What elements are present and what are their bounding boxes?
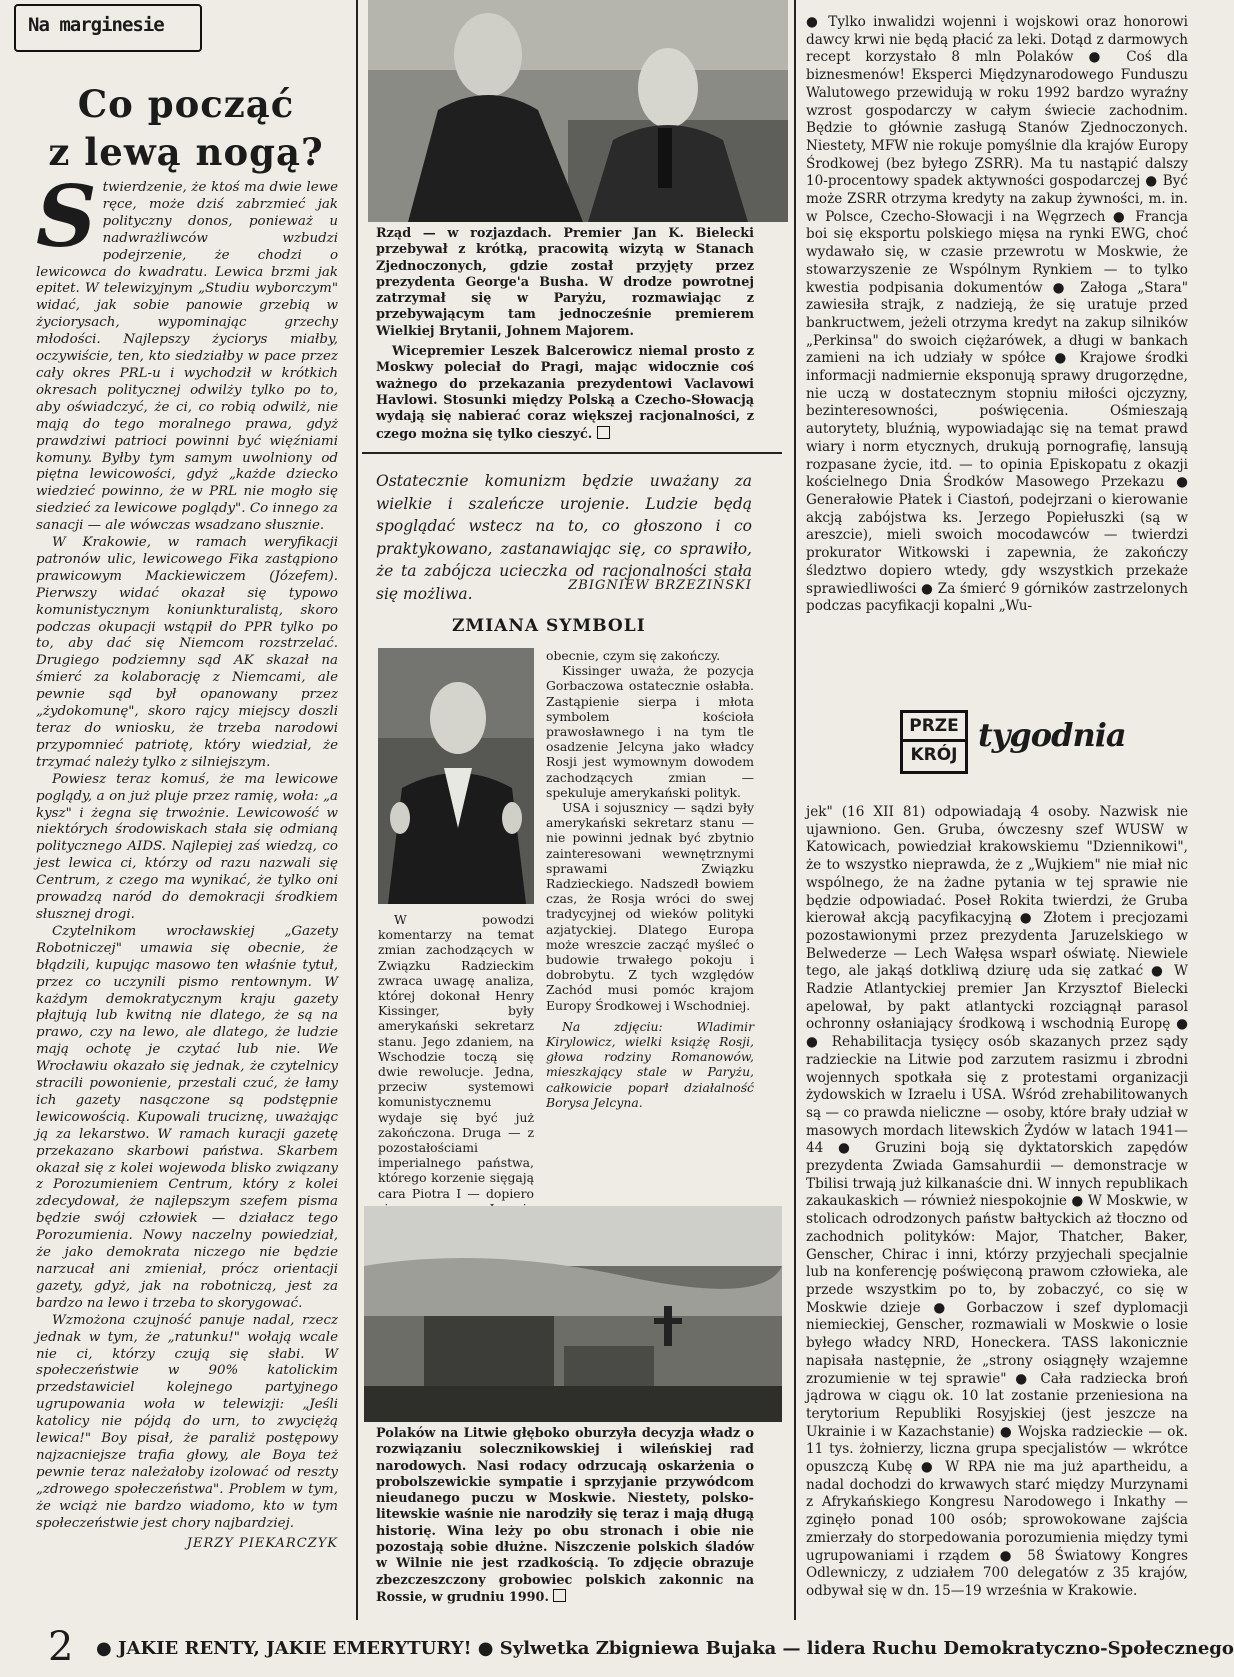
photo-caption-kirylowicz: Na zdjęciu: Wladimir Kirylowicz, wielki książę Rosji, głowa rodziny Romanowów, mieszkający stale w Paryżu, całkowicie poparł działalność Borysa Jelcyna. <box>546 1018 754 1110</box>
zmiana-symboli-title: ZMIANA SYMBOLI <box>452 616 646 636</box>
end-square-icon <box>597 426 610 439</box>
przekroj-tygodnia-logo <box>900 710 1170 770</box>
rule-above-quote <box>362 452 782 454</box>
headline-line-2: z lewą nogą? <box>48 130 324 174</box>
photo-desecrated-tomb <box>364 1206 782 1422</box>
litwa-caption-block <box>376 1426 754 1624</box>
symboli-right-text <box>546 648 754 1196</box>
footer-teasers: ● JAKIE RENTY, JAKIE EMERYTURY! ● Sylwetka Zbigniewa Bujaka — lidera Ruchu Demokratyczno-Społecznego <box>96 1638 1234 1659</box>
article-paragraph-5: Wzmożona czujność panuje nadal, rzecz jednak w tym, że „ratunku!" wołają wcale nie ci, którzy czują się słabi. W społeczeństwie w 90% katolickim przedstawiciel kolejnego partyjnego ugrupowania woła w telewizji: „Jeśli katolicy nie pójdą do urn, to zwyciężą lewica!" Boy pisał, że paraliż postępowy najzacniejsze trafia głowy, ale Boya też pewnie teraz należałoby izolować od reszty „zdrowego społeczeństwa". Problem w tym, że wciąż nie bardzo wiadomo, kto w tym społeczeństwie jest chory najbardziej. <box>36 1312 338 1531</box>
caption-government: Rząd — w rozjazdach. Premier Jan K. Bielecki przebywał z krótką, pracowitą wizytą w Stanach Zjednoczonych, gdzie został przyjęty przez prezydenta George'a Busha. W drodze powrotnej zatrzymał się w Paryżu, rozmawiając z przebywającym tam jednocześnie premierem Wielkiej Brytanii, Johnem Majorem. <box>376 226 754 339</box>
symboli-right-paragraph-3: USA i sojusznicy — sądzi były amerykański sekretarz stanu — nie powinni jednak być zbytnio zainteresowani wewnętrznymi sprawami Związku Radzieckiego. Nadszedł bowiem czas, że Rosja wróci do swej tradycyjnej od wieków polityki azjatyckiej. Dlatego Europa może wreszcie zacząć myśleć o budowie trwałego pokoju i dobrobytu. Z tych względów Zachód musi pomóc krajom Europy Środkowej i Wschodniej. <box>546 800 754 1013</box>
article-headline <box>36 80 336 176</box>
article-paragraph-3: Powiesz teraz komuś, że ma lewicowe poglądy, a on już pluje przez ramię, woła: „a kysz" i żegna się trwożnie. Lewicowość w niektórych środowiskach stała się odmianą politycznego AIDS. Najlepiej zaś wiedzą, co jest lewica ci, którzy od razu nazwali się Centrum, z czego ma wynikać, że tylko oni prowadzą naród do demokracji środkiem słusznej drogi. <box>36 771 338 922</box>
left-article-body <box>36 167 338 1625</box>
brzezinski-quote: Ostatecznie komunizm będzie uważany za wielkie i szaleńcze urojenie. Ludzie będą spoglądać wstecz na to, co głoszono i co praktykowano, zastanawiając się, co sprawiło, że ta zabójcza ucieczka od racjonalności stała się możliwa. <box>376 472 752 603</box>
right-column-top-text <box>806 14 1188 706</box>
right-column-bottom-text <box>806 804 1188 1624</box>
przekroj-logo-box <box>900 710 968 774</box>
logo-box-top: PRZE <box>903 713 965 742</box>
quote-author: ZBIGNIEW BRZEZIŃSKI <box>568 578 752 593</box>
section-tag-label: Na marginesie <box>28 14 164 36</box>
section-tag <box>14 4 202 52</box>
symboli-left-text <box>378 912 534 1201</box>
article-paragraph-2: W Krakowie, w ramach weryfikacji patronów ulic, lewicowego Fika zastąpiono prawicowym Mackiewiczem (Józefem). Pierwszy widać okazał się typowo komunistycznym koniunkturalistą, skoro podczas okupacji wstąpił do PPR tylko po to, aby dać się Niemcom rozstrzelać. Drugiego podziemny sąd AK skazał na śmierć za kolaborację z Niemcami, ale pewnie sąd był opanowany przez „żydokomunę", skoro rajcy miejscy doszli teraz do wniosku, że trzeba narodowi przypomnieć patriotę, który wiedział, że trzymać należy tylko z silniejszym. <box>36 535 338 770</box>
article-paragraph-1: Stwierdzenie, że ktoś ma dwie lewe ręce, może dziś zabrzmieć jak polityczny donos, ponieważ u nadwrażliwców wzbudzi podejrzenie, że chodzi o lewicowca do kwadratu. Lewica brzmi jak epitet. W telewizyjnym „Studiu wyborczym" widać, jak sobie panowie grzebią w życiorysach, wypominając grzechy młodości. Najlepszy życiorys miałby, oczywiście, ten, kto siedziałby w pace przez cały okres PRL-u i wychodził w krótkich okresach politycznej odwilży tylko po to, aby oświadczyć, że ci, co robią odwilż, nie mają do tego moralnego prawa, gdyż prawdziwi patrioci powinni być więźniami komuny. Byłby tym samym uwolniony od piętna lewicowości, gdyż „każde dziecko wiedzieć powinno, że w PRL nie mogło się siedzieć za lewicowe poglądy". Co innego za sanacji — ale wówczas wsadzano słusznie. <box>36 167 338 534</box>
symboli-left-paragraph: W powodzi komentarzy na temat zmian zachodzących w Związku Radzieckim zwraca uwagę analiza, której dokonał Henry Kissinger, były amerykański sekretarz stanu. Jego zdaniem, na Wschodzie toczą się dwie rewolucje. Jedna, przeciw systemowi komunistycznemu wydaje się być już zakończona. Druga — z pozostałościami imperialnego państwa, którego korzenie sięgają cara Piotra I — dopiero <box>378 912 534 1201</box>
drop-cap: S <box>36 167 97 266</box>
caption-polacy-na-litwie: Polaków na Litwie głęboko oburzyła decyzja władz o rozwiązaniu solecznikowskiej i wileńskiej rad narodowych. Nasi rodacy odrzucają oskarżenia o probolszewickie sympatie i sprzyjanie przywódcom nieudanego puczu w Moskwie. Niestety, polsko-litewskie waśnie nie narodziły się teraz i mają długą historię. Wina leży po obu stronach i obie nie pozostają sobie dłużne. Niszczenie polskich śladów w Wilnie nie jest rzadkością. To zdjęcie obrazuje zbezczeszczony grobowiec polskich zakonnic na Rossie, w grudniu 1990. <box>376 1426 754 1605</box>
symboli-right-paragraph-1: obecnie, czym się zakończy. <box>546 648 721 663</box>
page-footer <box>0 1624 1234 1670</box>
news-briefs-bottom: jek" (16 XII 81) odpowiadają 4 osoby. Nazwisk nie ujawniono. Gen. Gruba, ówczesny szef WUSW w Katowicach, powiedział krakowskiemu "Dziennikowi", że to wszystko nieprawda, że z „Wujkiem" nie miał nic wspólnego, że na żadne pytania w tej sprawie nie będzie odpowiadać. Poseł Rokita twierdzi, że Gruba kierował akcją pacyfikacyjną ● Złotem i precjozami pozostawionymi przez prezydenta Jaruzelskiego w Belwederze — Lech Wałęsa wsparł oświatę. Niewiele tego, ale jakąś dotkliwą dziurę uda się zatkać ● W Radzie Atlantyckiej premier Jan Krzysztof Bielecki apelował, by pakt atlantycki rozciągnął parasol ochronny osłaniający środkową i wschodnią Europę ● ● Rehabilitacja tysięcy osób skazanych przez sądy radzieckie na Litwie pod zarzutem rasizmu i zbrodni wojennych spotkała się z protestami organizacji żydowskich w Izraelu i USA. Wśród zrehabilitowanych są — co prawda nieliczne — osoby, które brały udział w masowych mordach litewskich Żydów w latach 1941—44 ● Gruzini boją się dyktatorskich zapędów prezydenta Zwiada Gamsahurdii — demonstracje w Tbilisi trwają już kilkanaście dni. W innych republikach zakaukaskich — również niespokojnie ● W Moskwie, w stolicach odrodzonych państw bałtyckich aż tłoczno od zachodnich polityków: Major, Thatcher, Baker, Genscher, Chirac i inni, którzy przyjechali specjalnie lub na konferencję poświęconą prawom człowieka, ale przede wszystkim po to, by zobaczyć, co się w Moskwie dzieje ● Gorbaczow i szef dyplomacji niemieckiej, Genscher, rozmawiali w Moskwie o losie byłego władcy NRD, Honeckera. TASS lakonicznie napisała następnie, że „strony osiągnęły wzajemne zrozumienie w tej sprawie" ● Cała radziecka broń jądrowa w ciągu ok. 10 lat zostanie przeniesiona na terytorium Republiki Rosyjskiej (jest jeszcze na Ukrainie i w Kazachstanie) ● Wojska radzieckie — ok. 11 tys. żołnierzy, liczna grupa specjalistów — wkrótce opuszczą Kubę ● W RPA nie ma już apartheidu, a nadal dochodzi do krwawych starć między Murzynami z Afrykańskiego Kongresu Narodowego i Inkathy — zginęło ponad 100 osób; sprowokowane zajścia zmierzały do storpedowania porozumienia między tymi ugrupowaniami i rządem ● 58 Światowy Kongres Odlewniczy, z udziałem 700 delegatów z 35 krajów, odbywał się w dn. 15—19 września w Krakowie. <box>806 804 1188 1599</box>
news-briefs-top: ● Tylko inwalidzi wojenni i wojskowi oraz honorowi dawcy krwi nie będą płacić za leki. Dotąd z darmowych recept korzystało 8 mln Polaków ● Coś dla biznesmenów! Eksperci Międzynarodowego Funduszu Walutowego przewidują w roku 1992 bardzo wyraźny wzrost gospodarczy w całym świecie zachodnim. Będzie to głównie zasługą Stanów Zjednoczonych. Niestety, MFW nie rokuje pomyślnie dla krajów Europy Środkowej (bez byłego ZSRR). Ma tu nastąpić dalszy 10-procentowy spadek aktywności gospodarczej ● Być może ZSRR otrzyma kredyty na zakup żywności, m. in. w Polsce, Czecho-Słowacji i na Węgrzech ● Francja boi się eksportu polskiego mięsa na rynki EWG, choć wydawało się, w czasie przewrotu w Moskwie, że stowarzyszenie ze Wspólnym Rynkiem — to tylko kwestia podpisania dokumentów ● Załoga „Stara" zawiesiła strajk, z nadzieją, że się uratuje przed bankructwem, jeżeli otrzyma kredyt na zakup silników „Perkinsa" do swoich ciężarówek, a długi w bankach zamieni na ich udziały w spółce ● Krajowe środki informacji nadmiernie eksponują sprawy drugorzędne, nie uczą w dostatecznym stopniu miłości ojczyzny, bezinteresowności, poświęcenia. Ośmieszają autorytety, bluźnią, wypowiadając się na temat prawd wiary i norm etycznych, drukują pornografię, lansują rozpasane życie, itd. — to opinia Episkopatu z okazji kościelnego Dnia Środków Masowego Przekazu ● Generałowie Płatek i Ciastoń, podejrzani o kierowanie akcją zabójstwa ks. Jerzego Popiełuszki (są w areszcie), mieli swoich mocodawców — twierdzi prokurator Witkowski i zapewnia, że zakończy śledztwo dopiero wtedy, gdy wszystkich przekaże sprawiedliwości ● Za śmierć 9 górników zastrzelonych podczas pacyfikacji kopalni „Wu- <box>806 14 1188 615</box>
logo-word: tygodnia <box>978 716 1126 754</box>
article-author: JERZY PIEKARCZYK <box>186 1535 338 1551</box>
photo-politicians-meeting <box>368 0 788 222</box>
end-square-icon-2 <box>553 1589 566 1602</box>
symboli-right-paragraph-2: Kissinger uważa, że pozycja Gorbaczowa ostatecznie osłabła. Zastąpienie sierpa i młota symbolem kościoła prawosławnego i na tym tle osadzenie Jelcyna jako władcy Rosji jest wymownym dowodem zachodzących zmian — spekuluje amerykański polityk. <box>546 663 754 800</box>
page-number: 2 <box>48 1624 74 1670</box>
article-paragraph-4: Czytelnikom wrocławskiej „Gazety Robotniczej" umawia się obecnie, że błądzili, kupując masowo ten właśnie tytuł, przez co uczynili pismo rentownym. W każdym demokratycznym kraju gazety płajtują lub kwitną nie dlatego, że są na prawo, czy na lewo, ale dlatego, że ludzie mają ochotę je czytać lub nie. We Wrocławiu okazało się jednak, że czytelnicy stracili powonienie, przestali czuć, że łamy ich gazety nasączone są podstępnie lewicowością. Kupowali truciznę, uważając ją za lekarstwo. W ramach kuracji gazetę przekazano skarbowi państwa. Skarbem okazał się z kolei wojewoda blisko związany z Porozumieniem Centrum, który z kolei zdecydował, że najlepszym szefem pisma będzie swój człowiek — działacz tego Porozumienia. Nowy naczelny powiedział, że jako demokrata niczego nie będzie narzucał ani zmieniał, prócz orientacji gazety, gdyż, jak na robotniczą, jest za bardzo na lewo i trzeba to skorygować. <box>36 923 338 1311</box>
photo-caption-block <box>376 226 754 446</box>
caption-balcerowicz: Wicepremier Leszek Balcerowicz niemal prosto z Moskwy poleciał do Pragi, mając widocznie coś ważnego do przekazania prezydentowi Vaclavowi Havlowi. Stosunki między Polską a Czecho-Słowacją wydają się nabierać coraz większej racjonalności, z czego można się tylko cieszyć. <box>376 344 754 442</box>
column-rule-2 <box>794 0 796 1620</box>
photo-grand-duke-kirylowicz <box>378 648 534 904</box>
logo-box-bottom: KRÓJ <box>910 745 958 765</box>
headline-line-1: Co począć <box>77 82 295 126</box>
column-rule-1 <box>356 0 358 1620</box>
